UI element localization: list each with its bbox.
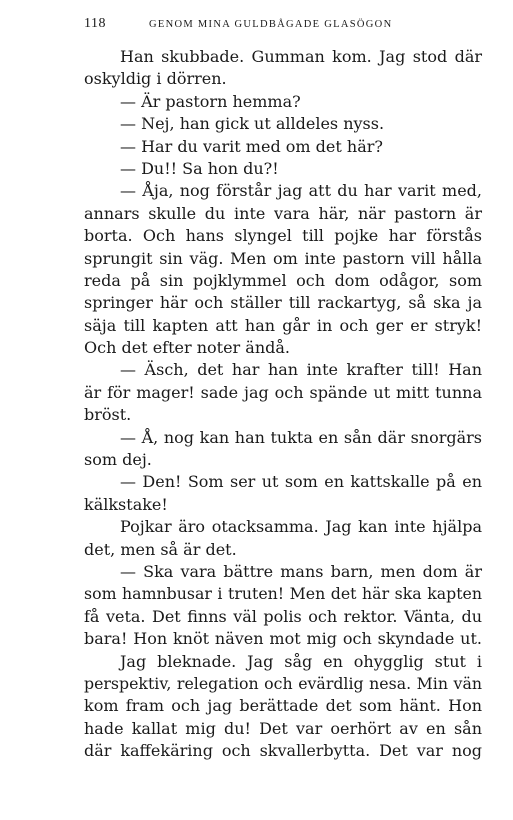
- text-line: — Åja, nog förstår jag att du har varit med,: [120, 181, 482, 201]
- text-line: reda på sin pojklymmel och dom odågor, som: [84, 270, 482, 290]
- text-line: perspektiv, relegation och evärdlig nesa. Min vän: [84, 673, 482, 693]
- text-line: där kaffekäring och skvallerbytta. Det var nog: [84, 741, 482, 761]
- text-line: — Å, nog kan han tukta en sån där snorgärs: [120, 427, 482, 447]
- text-line: — Äsch, det har han inte krafter till! Han: [120, 360, 482, 380]
- text-line: som hamnbusar i truten! Men det här ska kapten: [84, 584, 482, 604]
- text-line: — Du!! Sa hon du?!: [120, 158, 279, 178]
- text-line: är för mager! sade jag och spände ut mitt tunna: [84, 382, 482, 402]
- text-line: annars skulle du inte vara här, när pastorn är: [84, 203, 482, 223]
- text-line: Jag bleknade. Jag såg en ohygglig stut i: [120, 651, 482, 671]
- text-line: — Är pastorn hemma?: [120, 91, 301, 111]
- text-line: — Har du varit med om det här?: [120, 136, 383, 156]
- text-line: — Den! Som ser ut som en kattskalle på en: [120, 472, 482, 492]
- text-line: kom fram och jag berättade det som hänt. Hon: [84, 696, 482, 716]
- text-line: det, men så är det.: [84, 539, 237, 559]
- text-line: Han skubbade. Gumman kom. Jag stod där: [120, 47, 482, 66]
- text-line: kälkstake!: [84, 494, 168, 514]
- text-line: få veta. Det finns väl polis och rektor. Vänta, du: [84, 606, 482, 626]
- text-line: bröst.: [84, 405, 132, 425]
- text-line: sprungit sin väg. Men om inte pastorn vill hålla: [84, 248, 482, 268]
- text-line: bara! Hon knöt näven mot mig och skyndade ut.: [84, 629, 482, 649]
- text-line: — Ska vara bättre mans barn, men dom är: [120, 561, 482, 581]
- text-line: — Nej, han gick ut alldeles nyss.: [120, 114, 385, 134]
- page-number: 118: [84, 16, 106, 31]
- text-line: hade kallat mig du! Det var oerhört av en sån: [84, 718, 482, 738]
- running-head: [84, 16, 484, 36]
- body-text: [84, 46, 482, 763]
- text-line: som dej.: [84, 450, 152, 470]
- text-line: säja till kapten att han går in och ger er stryk!: [84, 315, 482, 335]
- text-line: Pojkar äro otacksamma. Jag kan inte hjälpa: [120, 517, 482, 537]
- text-line: oskyldig i dörren.: [84, 69, 227, 89]
- running-title: GENOM MINA GULDBÅGADE GLASÖGON: [149, 19, 393, 30]
- text-line: Och det efter noter ändå.: [84, 338, 290, 358]
- text-line: springer här och ställer till rackartyg, så ska ja: [84, 293, 482, 313]
- text-line: borta. Och hans slyngel till pojke har förstås: [84, 226, 482, 246]
